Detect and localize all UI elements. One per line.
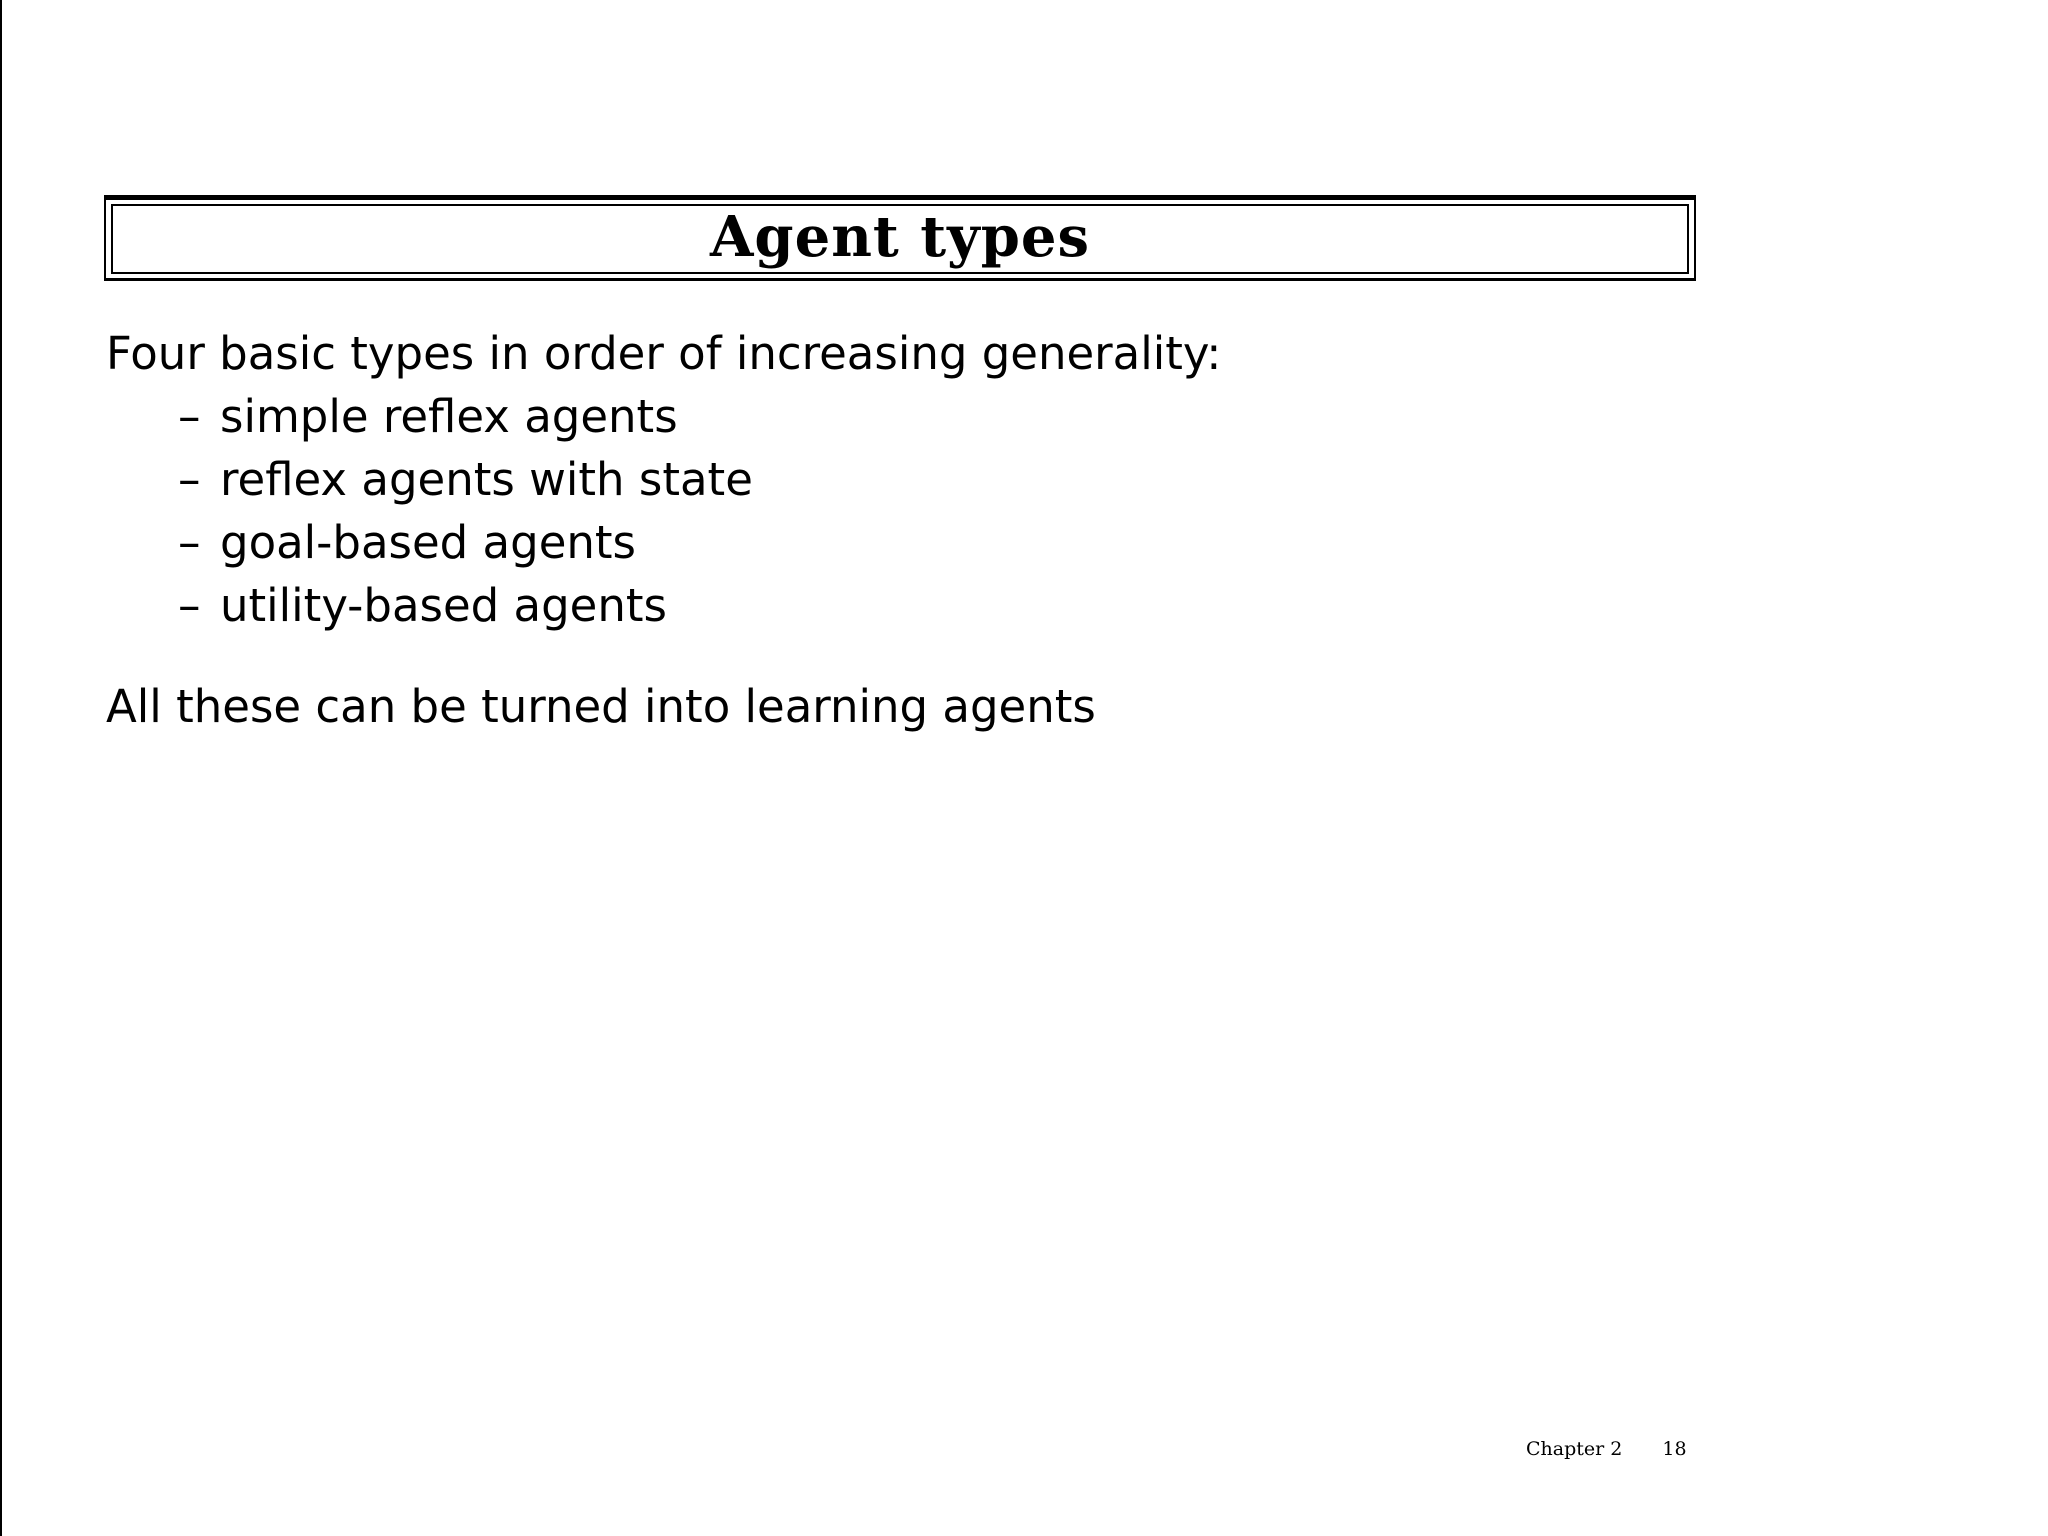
- list-item: [178, 511, 1221, 574]
- list-item: [178, 574, 1221, 637]
- list-item-label: goal-based agents: [220, 516, 636, 569]
- dash-marker: –: [178, 390, 201, 443]
- dash-marker: –: [178, 579, 201, 632]
- slide-body: [106, 322, 1221, 738]
- title-frame: [104, 195, 1696, 281]
- slide-title: Agent types: [709, 204, 1091, 270]
- list-item-label: utility-based agents: [220, 579, 667, 632]
- title-inner-frame: [111, 204, 1689, 274]
- agent-type-list: [106, 385, 1221, 637]
- dash-marker: –: [178, 453, 201, 506]
- list-item-label: reflex agents with state: [220, 453, 753, 506]
- left-edge-rule: [0, 0, 2, 1536]
- slide-footer: [1526, 1438, 1687, 1460]
- chapter-label: Chapter 2: [1526, 1438, 1623, 1460]
- list-item-label: simple reflex agents: [220, 390, 678, 443]
- list-item: [178, 448, 1221, 511]
- list-item: [178, 385, 1221, 448]
- closing-line: All these can be turned into learning agents: [106, 680, 1096, 733]
- page-number: 18: [1662, 1438, 1687, 1460]
- dash-marker: –: [178, 516, 201, 569]
- intro-line: Four basic types in order of increasing generality:: [106, 327, 1222, 380]
